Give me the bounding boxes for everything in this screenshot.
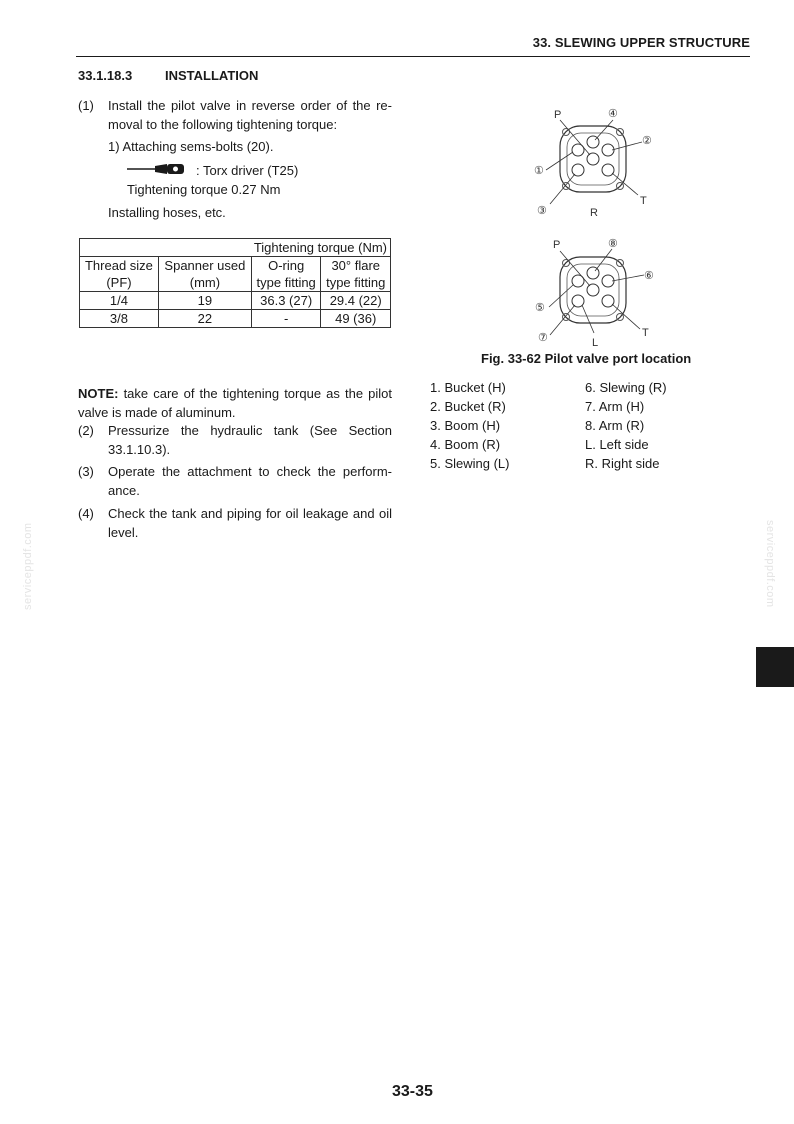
legend-item: 5. Slewing (L) [430,456,510,471]
label-5: ⑤ [535,302,545,314]
step-2-number: (2) [78,423,94,438]
note-text-1: take care of the tightening torque as the pilot [123,386,392,401]
label-l: L [592,337,599,349]
tool-torx-driver: : Torx driver (T25) [196,163,299,178]
label-3: ③ [537,205,547,217]
legend-item: 8. Arm (R) [585,418,645,433]
torx-driver-icon [127,162,185,176]
step-4-line-2: level. [108,525,139,540]
legend-item: 4. Boom (R) [430,437,501,452]
step-1-line-1: Install the pilot valve in reverse order of the re- [108,98,392,113]
step-1-number: (1) [78,98,94,113]
legend-item: 2. Bucket (R) [430,399,506,414]
section-number: 33.1.18.3 [78,68,133,83]
table-column-subheaders [80,274,391,292]
table-cell: 29.4 (22) [321,292,391,310]
table-row [80,310,391,328]
note-label: NOTE: [78,386,119,401]
table-cell: 3/8 [80,310,159,328]
step-2-line-2: 33.1.10.3). [108,442,171,457]
legend-item: 7. Arm (H) [585,399,645,414]
label-2: ② [642,135,652,147]
label-p: P [554,109,562,121]
pilot-valve-bottom-diagram [520,233,670,349]
step-2-line-1: Pressurize the hydraulic tank (See Section [108,423,392,438]
table-row [80,292,391,310]
step-3-line-1: Operate the attachment to check the perform- [108,464,392,479]
col-thread-size-unit: (PF) [80,274,159,292]
step-4-text [108,504,392,542]
table-header-torque: Tightening torque (Nm) [80,239,391,257]
legend-item: 6. Slewing (R) [585,380,667,395]
note-block [78,384,392,422]
section-title: INSTALLATION [165,68,259,83]
installing-hoses-text: Installing hoses, etc. [108,205,226,220]
table-cell: 22 [158,310,251,328]
col-flare-header: 30° flare [321,257,391,275]
step-3-line-2: ance. [108,483,140,498]
legend-right-column [585,378,667,473]
step-4-number: (4) [78,506,94,521]
label-p: P [553,239,561,251]
table-cell: 19 [158,292,251,310]
label-6: ⑥ [644,270,654,282]
running-header: 33. SLEWING UPPER STRUCTURE [532,35,750,50]
page-number: 33-35 [392,1083,433,1100]
table-cell: - [251,310,321,328]
label-r: R [590,207,598,219]
tightening-torque-value: Tightening torque 0.27 Nm [127,182,281,197]
pilot-valve-top-diagram [520,100,670,220]
label-t: T [640,195,647,207]
chapter-thumb-tab [756,647,794,687]
note-line-1 [78,384,392,403]
step-1-sub-1: 1) Attaching sems-bolts (20). [108,139,274,154]
step-3-number: (3) [78,464,94,479]
col-spanner-header: Spanner used [158,257,251,275]
label-7: ⑦ [538,332,548,344]
col-flare-unit: type fitting [321,274,391,292]
note-line-2: valve is made of aluminum. [78,405,236,420]
label-1: ① [534,165,544,177]
table-column-headers [80,257,391,275]
watermark-right: serviceppdf.com [764,520,776,608]
col-spanner-unit: (mm) [158,274,251,292]
legend-item: R. Right side [585,456,660,471]
table-cell: 49 (36) [321,310,391,328]
step-4-line-1: Check the tank and piping for oil leakage and oil [108,506,392,521]
step-3-text [108,462,392,500]
legend-left-column [430,378,509,473]
table-cell: 1/4 [80,292,159,310]
legend-item: 3. Boom (H) [430,418,501,433]
col-oring-unit: type fitting [251,274,321,292]
step-1-line-2: moval to the following tightening torque: [108,117,338,132]
table-cell: 36.3 (27) [251,292,321,310]
legend-item: 1. Bucket (H) [430,380,506,395]
table-header-row [80,239,391,257]
legend-item: L. Left side [585,437,649,452]
col-thread-size-header: Thread size [80,257,159,275]
step-2-text [108,421,392,459]
watermark-left: serviceppdf.com [22,522,34,610]
header-rule [76,56,750,57]
torque-table [79,238,391,328]
col-oring-header: O-ring [251,257,321,275]
label-4: ④ [608,108,618,120]
step-1-text [108,96,392,134]
label-8: ⑧ [608,238,618,250]
figure-caption: Fig. 33-62 Pilot valve port location [481,351,692,366]
label-t: T [642,327,649,339]
